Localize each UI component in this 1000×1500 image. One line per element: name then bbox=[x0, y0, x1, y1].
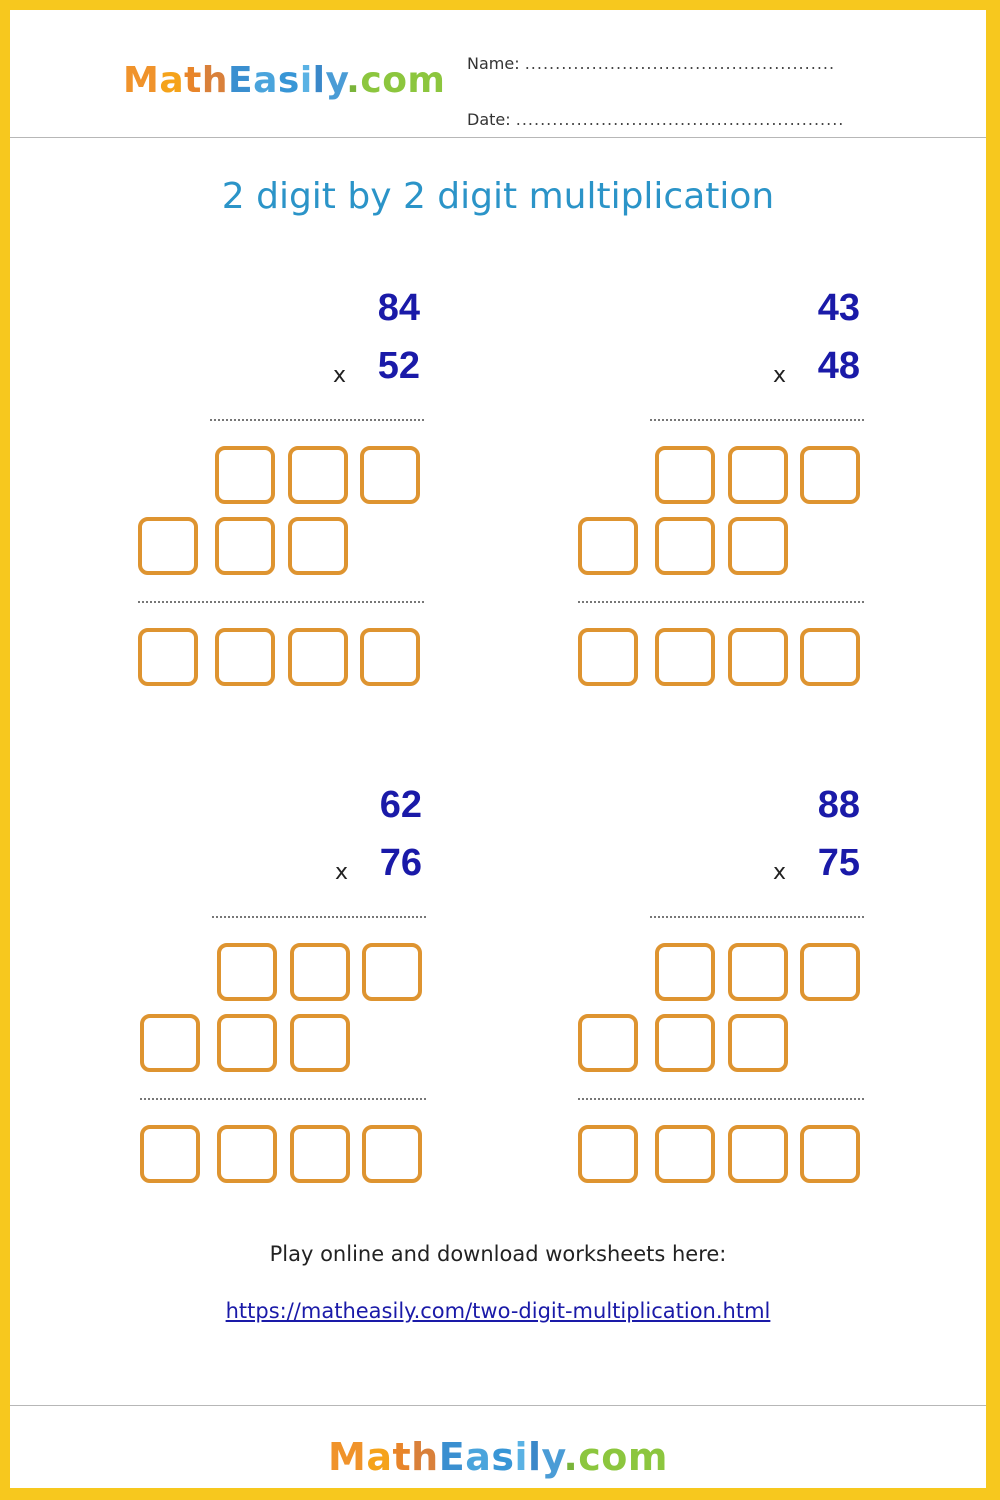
answer-box[interactable] bbox=[655, 446, 715, 504]
date-label: Date: bbox=[467, 110, 511, 129]
multiplicand: 43 bbox=[817, 287, 860, 329]
logo-letter: s bbox=[277, 60, 300, 101]
answer-box[interactable] bbox=[728, 1014, 788, 1072]
logo-letter: l bbox=[528, 1435, 542, 1479]
problem-2 bbox=[560, 285, 860, 705]
worksheet-link[interactable]: https://matheasily.com/two-digit-multiplication.html bbox=[225, 1299, 771, 1323]
logo-letter: t bbox=[392, 1435, 412, 1479]
answer-box[interactable] bbox=[728, 943, 788, 1001]
multiplier: 52 bbox=[377, 345, 420, 387]
logo-letter: l bbox=[312, 60, 326, 101]
date-field[interactable] bbox=[467, 110, 844, 129]
divider-line bbox=[578, 601, 864, 603]
footer-prompt: Play online and download worksheets here: bbox=[269, 1242, 727, 1266]
worksheet bbox=[10, 10, 986, 1488]
divider-line bbox=[140, 1098, 426, 1100]
answer-box[interactable] bbox=[217, 1014, 277, 1072]
times-sign: x bbox=[333, 363, 347, 388]
problem-1 bbox=[120, 285, 420, 705]
times-sign: x bbox=[335, 860, 349, 885]
times-sign: x bbox=[773, 860, 787, 885]
times-sign: x bbox=[773, 363, 787, 388]
answer-box[interactable] bbox=[728, 1125, 788, 1183]
divider-line bbox=[578, 1098, 864, 1100]
divider-line bbox=[210, 419, 424, 421]
logo-letter: s bbox=[491, 1435, 515, 1479]
header-divider bbox=[10, 137, 986, 138]
answer-box[interactable] bbox=[728, 628, 788, 686]
divider-line bbox=[138, 601, 424, 603]
answer-box[interactable] bbox=[215, 628, 275, 686]
answer-box[interactable] bbox=[217, 1125, 277, 1183]
answer-box[interactable] bbox=[360, 446, 420, 504]
problem-3 bbox=[122, 782, 422, 1202]
multiplier: 75 bbox=[817, 842, 860, 884]
multiplier: 76 bbox=[379, 842, 422, 884]
answer-box[interactable] bbox=[655, 943, 715, 1001]
answer-box[interactable] bbox=[655, 628, 715, 686]
logo-letter: E bbox=[438, 1435, 466, 1479]
logo-letter: M bbox=[328, 1435, 367, 1479]
logo-letter: i bbox=[299, 60, 313, 101]
answer-box[interactable] bbox=[290, 1014, 350, 1072]
logo-letter: y bbox=[325, 60, 347, 101]
answer-box[interactable] bbox=[362, 943, 422, 1001]
logo-letter: com bbox=[360, 60, 446, 101]
answer-box[interactable] bbox=[800, 943, 860, 1001]
logo-bottom bbox=[328, 1435, 668, 1479]
logo-letter: . bbox=[563, 1435, 579, 1479]
divider-line bbox=[212, 916, 426, 918]
logo-letter: E bbox=[227, 60, 254, 101]
answer-box[interactable] bbox=[800, 1125, 860, 1183]
answer-box[interactable] bbox=[140, 1125, 200, 1183]
answer-box[interactable] bbox=[288, 446, 348, 504]
answer-box[interactable] bbox=[800, 628, 860, 686]
divider-line bbox=[650, 419, 864, 421]
logo-letter: . bbox=[346, 60, 361, 101]
answer-box[interactable] bbox=[655, 1014, 715, 1072]
answer-box[interactable] bbox=[138, 628, 198, 686]
multiplicand: 88 bbox=[817, 784, 860, 826]
answer-box[interactable] bbox=[217, 943, 277, 1001]
answer-box[interactable] bbox=[290, 1125, 350, 1183]
date-dots: ...................................................... bbox=[515, 110, 845, 129]
answer-box[interactable] bbox=[578, 628, 638, 686]
answer-box[interactable] bbox=[578, 1014, 638, 1072]
divider-line bbox=[650, 916, 864, 918]
answer-box[interactable] bbox=[140, 1014, 200, 1072]
answer-box[interactable] bbox=[138, 517, 198, 575]
answer-box[interactable] bbox=[655, 517, 715, 575]
logo-letter: h bbox=[411, 1435, 439, 1479]
multiplicand: 84 bbox=[377, 287, 420, 329]
footer-divider bbox=[10, 1405, 986, 1406]
answer-box[interactable] bbox=[288, 628, 348, 686]
answer-box[interactable] bbox=[288, 517, 348, 575]
answer-box[interactable] bbox=[215, 446, 275, 504]
answer-box[interactable] bbox=[290, 943, 350, 1001]
answer-box[interactable] bbox=[728, 446, 788, 504]
name-field[interactable] bbox=[467, 54, 835, 73]
logo-letter: a bbox=[159, 60, 185, 101]
logo-letter: a bbox=[253, 60, 278, 101]
answer-box[interactable] bbox=[360, 628, 420, 686]
logo-letter: y bbox=[541, 1435, 564, 1479]
answer-box[interactable] bbox=[655, 1125, 715, 1183]
name-label: Name: bbox=[467, 54, 520, 73]
logo-letter: a bbox=[465, 1435, 492, 1479]
logo-letter: h bbox=[201, 60, 228, 101]
answer-box[interactable] bbox=[215, 517, 275, 575]
logo-letter: a bbox=[366, 1435, 393, 1479]
worksheet-title: 2 digit by 2 digit multiplication bbox=[221, 176, 775, 217]
name-dots: ................................................... bbox=[524, 54, 836, 73]
logo-top bbox=[123, 60, 445, 101]
logo-letter: com bbox=[578, 1435, 668, 1479]
problem-4 bbox=[560, 782, 860, 1202]
answer-box[interactable] bbox=[578, 1125, 638, 1183]
answer-box[interactable] bbox=[800, 446, 860, 504]
answer-box[interactable] bbox=[578, 517, 638, 575]
answer-box[interactable] bbox=[362, 1125, 422, 1183]
logo-letter: M bbox=[123, 60, 160, 101]
multiplicand: 62 bbox=[379, 784, 422, 826]
multiplier: 48 bbox=[817, 345, 860, 387]
answer-box[interactable] bbox=[728, 517, 788, 575]
logo-letter: i bbox=[514, 1435, 528, 1479]
logo-letter: t bbox=[184, 60, 202, 101]
